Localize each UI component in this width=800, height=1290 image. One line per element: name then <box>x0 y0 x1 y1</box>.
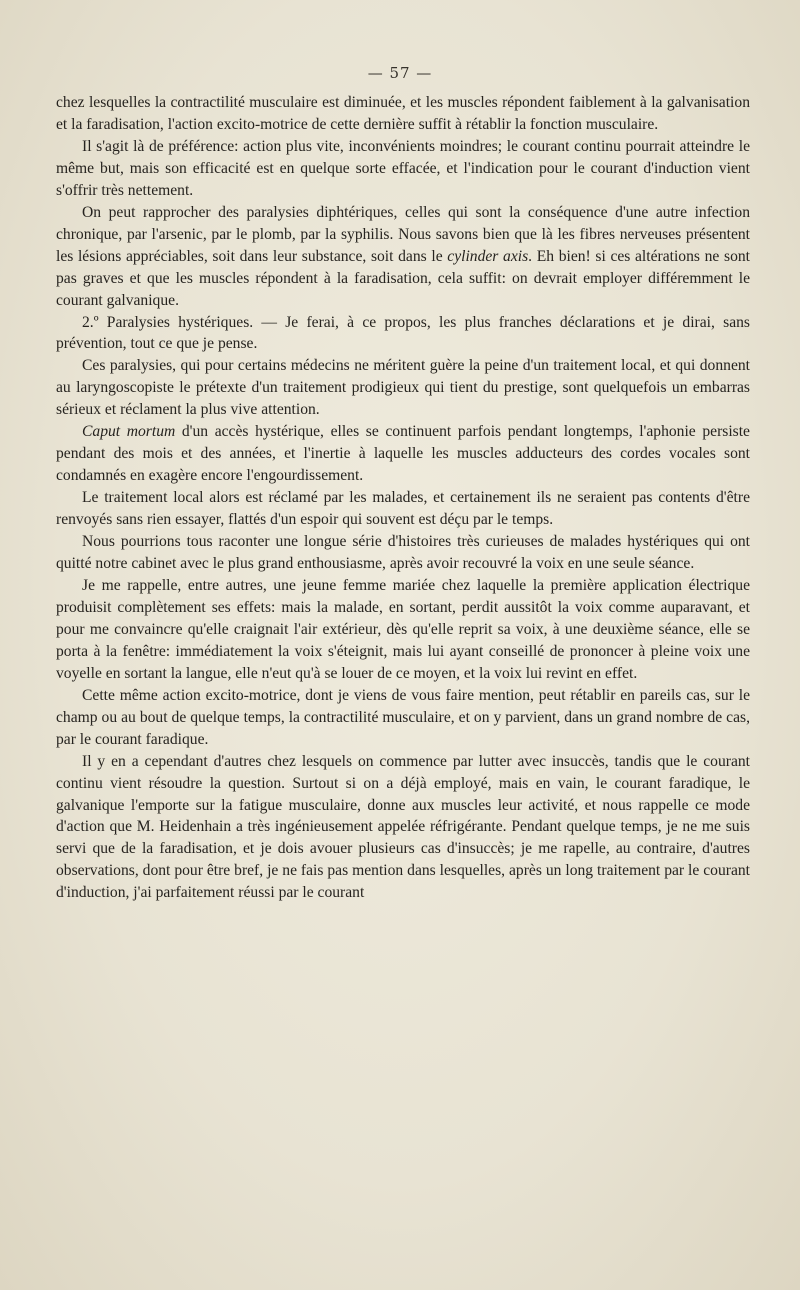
italic-term: Caput mortum <box>82 423 176 441</box>
paragraph: Le traitement local alors est réclamé par les malades, et certainement ils ne seraient pas contents d'être renvoyés sans rien essayer, flattés d'un espoir qui souvent est déçu par le temps. <box>56 489 750 529</box>
paragraph-text: . Eh bien! si ces altérations ne sont pas graves et que les muscles répondent à la faradisation, cela suffit: on devrait employer différemment le courant galvanique. <box>56 247 750 309</box>
paragraph: Nous pourrions tous raconter une longue série d'histoires très curieuses de malades hystériques qui ont quitté notre cabinet avec le plus grand enthousiasme, après avoir recouvré la voix en une seule séance. <box>56 533 750 573</box>
paragraph <box>56 421 750 487</box>
page-number: — 57 — <box>367 64 433 82</box>
paragraph-text: d'un accès hystérique, elles se continuent parfois pendant longtemps, l'aphonie persiste pendant des mois et des années, et l'inertie à laquelle les muscles adducteurs des cordes vocales sont condamnés en exagère encore l'engourdissement. <box>56 423 750 485</box>
paragraph: Il y en a cependant d'autres chez lesquels on commence par lutter avec insuccès, tandis que le courant continu vient résoudre la question. Surtout si on a déjà employé, mais en vain, le courant faradique, le galvanique l'emporte sur la fatigue musculaire, donne aux muscles leur activité, et nous rappelle ce mode d'action que M. Heidenhain a très ingénieusement appelée réfrigérante. Pendant quelque temps, je ne me suis servi que de la faradisation, et je dois avouer plusieurs cas d'insuccès; je me rapelle, au contraire, d'autres observations, dont pour être bref, je ne fais pas mention dans lesquelles, après un long traitement par le courant d'induction, j'ai parfaitement réussi par le courant <box>56 752 750 902</box>
paragraph: Je me rappelle, entre autres, une jeune femme mariée chez laquelle la première application électrique produisit complètement ses effets: mais la malade, en sortant, perdit aussitôt la voix comme auparavant, et pour me convaincre qu'elle craignait l'air extérieur, dès qu'elle reprit sa voix, à une deuxième séance, elle se porta à la fenêtre: immédiatement la voix s'éteignit, mais lui ayant conseillé de prononcer à pleine voix une voyelle en sortant la langue, elle n'eut qu'à se louer de ce moyen, et la voix lui revint en effet. <box>56 576 750 682</box>
paragraph: Ces paralysies, qui pour certains médecins ne méritent guère la peine d'un traitement local, et qui donnent au laryngoscopiste le prétexte d'un traitement prodigieux qui tient du prestige, sont quelquefois un embarras sérieux et réclament la plus vive attention. <box>56 357 750 419</box>
section-heading-paragraph: 2.º Paralysies hystériques. — Je ferai, à ce propos, les plus franches déclarations et je dirai, sans prévention, tout ce que je pense. <box>56 313 750 353</box>
paragraph <box>56 202 750 312</box>
text-body <box>56 92 750 904</box>
paragraph-text: On peut rapprocher des paralysies diphtériques, celles qui sont la conséquence d'une autre infection chronique, par l'arsenic, par le plomb, par la syphilis. Nous savons bien que là les fibres nerveuses présentent les lésions appréciables, soit dans leur substance, soit dans le <box>56 203 750 265</box>
italic-term: cylinder axis <box>447 247 529 265</box>
paragraph: Cette même action excito-motrice, dont je viens de vous faire mention, peut rétablir en pareils cas, sur le champ ou au bout de quelque temps, la contractilité musculaire, et on y parvient, dans un grand nombre de cas, par le courant faradique. <box>56 686 750 748</box>
paragraph: Il s'agit là de préférence: action plus vite, inconvénients moindres; le courant continu pourrait atteindre le même but, mais son efficacité est en quelque sorte effacée, et l'indication pour le courant d'induction vient s'offrir très nettement. <box>56 137 750 199</box>
paragraph-continuation: chez lesquelles la contractilité musculaire est diminuée, et les muscles répondent faiblement à la galvanisation et la faradisation, l'action excito-motrice de cette dernière suffit à rétablir la fonction musculaire. <box>56 94 750 133</box>
